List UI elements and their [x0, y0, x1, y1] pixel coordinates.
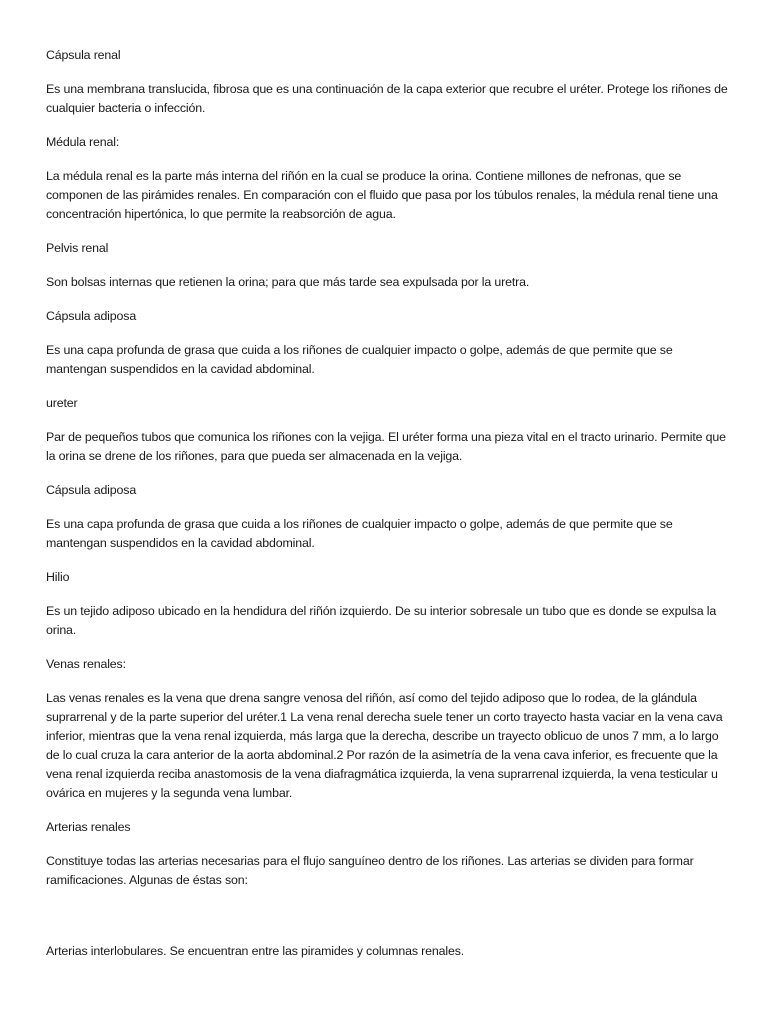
paragraph-hilio: Es un tejido adiposo ubicado en la hendidura del riñón izquierdo. De su interior sobresale un tubo que es donde se expulsa la orina.: [46, 604, 717, 637]
paragraph-capsula-adiposa: Es una capa profunda de grasa que cuida a los riñones de cualquier impacto o golpe, además de que permite que se mantengan suspendidos en la cavidad abdominal.: [46, 343, 673, 376]
heading-medula-renal: Médula renal:: [46, 135, 120, 149]
heading-capsula-adiposa: Cápsula adiposa: [46, 309, 137, 323]
paragraph-ureter: Par de pequeños tubos que comunica los riñones con la vejiga. El uréter forma una pieza vital en el tracto urinario. Permite que la orina se drene de los riñones, para que pueda ser almacenada en la vejiga.: [46, 430, 726, 463]
paragraph-medula-renal: La médula renal es la parte más interna del riñón en la cual se produce la orina. Contiene millones de nefronas, que se componen de las pirámides renales. En comparación con el fluido que pasa por los túbulos renales, la médula renal tiene una concentración hipertónica, lo que permite la reabsorción de agua.: [46, 169, 718, 221]
paragraph-arterias-renales: Constituye todas las arterias necesarias para el flujo sanguíneo dentro de los riñones. Las arterias se dividen para formar ramificaciones. Algunas de éstas son:: [46, 854, 694, 887]
heading-arterias-renales: Arterias renales: [46, 820, 131, 834]
heading-ureter: ureter: [46, 396, 78, 410]
document-body: [46, 46, 728, 976]
paragraph-arterias-interlobulares: Arterias interlobulares. Se encuentran entre las piramides y columnas renales.: [46, 944, 465, 958]
heading-pelvis-renal: Pelvis renal: [46, 241, 109, 255]
heading-venas-renales: Venas renales:: [46, 657, 126, 671]
paragraph-capsula-adiposa-repeat: Es una capa profunda de grasa que cuida a los riñones de cualquier impacto o golpe, además de que permite que se mantengan suspendidos en la cavidad abdominal.: [46, 517, 673, 550]
heading-capsula-adiposa-repeat: Cápsula adiposa: [46, 483, 137, 497]
paragraph-pelvis-renal: Son bolsas internas que retienen la orina; para que más tarde sea expulsada por la uretra.: [46, 275, 530, 289]
heading-capsula-renal: Cápsula renal: [46, 48, 121, 62]
paragraph-capsula-renal: Es una membrana translucida, fibrosa que es una continuación de la capa exterior que recubre el uréter. Protege los riñones de cualquier bacteria o infección.: [46, 82, 728, 115]
paragraph-venas-renales: Las venas renales es la vena que drena sangre venosa del riñón, así como del tejido adiposo que lo rodea, de la glándula suprarrenal y de la parte superior del uréter.1 La vena renal derecha suele tener un corto trayecto hasta vaciar en la vena cava inferior, mientras que la vena renal izquierda, más larga que la derecha, describe un trayecto oblicuo de unos 7 mm, a lo largo de lo cual cruza la cara anterior de la aorta abdominal.2 Por razón de la asimetría de la vena cava inferior, es frecuente que la vena renal izquierda reciba anastomosis de la vena diafragmática izquierda, la vena suprarrenal izquierda, la vena testicular u ovárica en mujeres y la segunda vena lumbar.: [46, 691, 723, 800]
heading-hilio: Hilio: [46, 570, 70, 584]
